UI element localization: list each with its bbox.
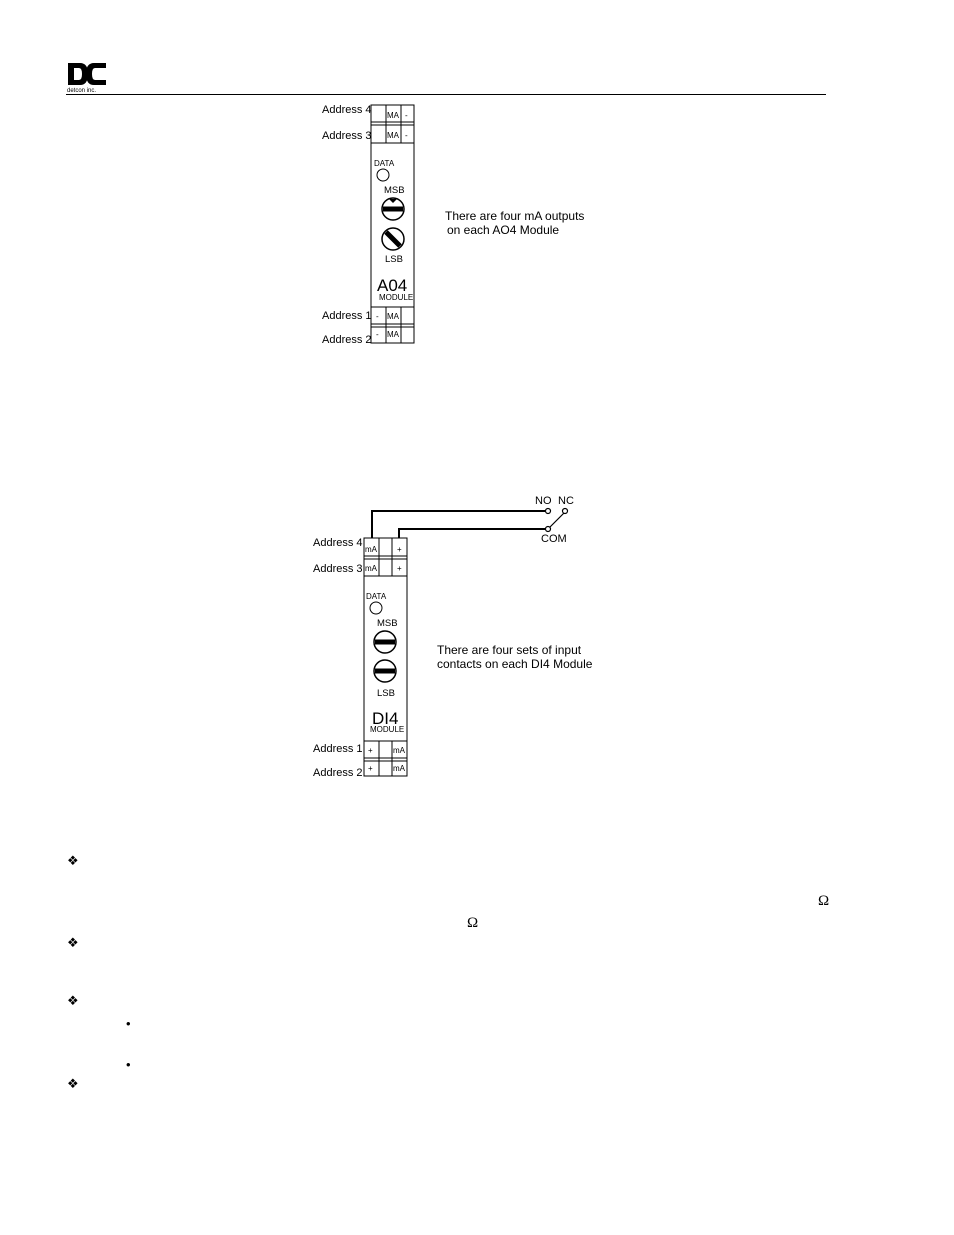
di4-terminal-ma-4: mA: [365, 545, 377, 554]
diamond-bullet-icon-3: ❖: [67, 993, 79, 1008]
di4-nc-label: NC: [558, 495, 574, 507]
di4-terminal-ma-1: mA: [393, 746, 405, 755]
ao4-terminal-ma-2: MA: [387, 330, 399, 339]
di4-note-line-2: contacts on each DI4 Module: [437, 657, 593, 671]
di4-data-label: DATA: [366, 592, 387, 601]
di4-terminal-plus-3: +: [397, 564, 402, 573]
ao4-address-2-label: Address 2: [322, 334, 372, 346]
omega-symbol-1: Ω: [818, 893, 830, 909]
ao4-module-diagram: [300, 98, 600, 348]
di4-note-line-1: There are four sets of input: [437, 643, 582, 657]
dot-bullet-icon-2: •: [126, 1057, 131, 1072]
dot-bullet-icon-1: •: [126, 1016, 131, 1031]
omega-symbol-2: Ω: [467, 915, 479, 931]
ao4-address-3-label: Address 3: [322, 130, 372, 142]
ao4-terminal-minus-3: -: [405, 131, 408, 140]
di4-relay-contact-wiring: [372, 509, 568, 539]
ao4-lsb-switch-icon: [382, 228, 404, 250]
diamond-bullet-icon-4: ❖: [67, 1076, 79, 1091]
ao4-terminal-ma-1: MA: [387, 312, 399, 321]
di4-lsb-label: LSB: [377, 688, 395, 699]
ao4-msb-label: MSB: [384, 185, 405, 196]
di4-address-2-label: Address 2: [313, 767, 363, 779]
di4-msb-label: MSB: [377, 618, 398, 629]
detcon-logo: [66, 61, 108, 93]
ao4-terminal-minus-2: -: [376, 330, 379, 339]
ao4-msb-switch-icon: [382, 198, 404, 220]
di4-terminal-ma-3: mA: [365, 564, 377, 573]
ao4-lsb-label: LSB: [385, 254, 403, 265]
di4-module-diagram: [300, 490, 600, 780]
di4-address-4-label: Address 4: [313, 537, 363, 549]
ao4-data-led-icon: [377, 169, 389, 181]
ao4-address-1-label: Address 1: [322, 310, 372, 322]
ao4-module-label: MODULE: [379, 293, 414, 302]
di4-no-label: NO: [535, 495, 552, 507]
di4-com-label: COM: [541, 533, 567, 545]
di4-terminal-plus-2: +: [368, 764, 373, 773]
diamond-bullet-icon-1: ❖: [67, 853, 79, 868]
ao4-note-line-2: on each AO4 Module: [447, 223, 560, 237]
di4-msb-switch-icon: [374, 631, 396, 653]
ao4-address-4-label: Address 4: [322, 104, 372, 116]
ao4-model-label: A04: [377, 276, 408, 295]
di4-terminal-plus-4: +: [397, 545, 402, 554]
logo-text: detcon inc.: [67, 88, 97, 93]
ao4-data-label: DATA: [374, 159, 395, 168]
di4-model-label: DI4: [372, 709, 399, 728]
di4-module-label: MODULE: [370, 725, 405, 734]
header-rule: [66, 94, 826, 95]
ao4-terminal-ma-3: MA: [387, 131, 399, 140]
di4-terminal-plus-1: +: [368, 746, 373, 755]
ao4-note-line-1: There are four mA outputs: [445, 209, 585, 223]
di4-module-body: [364, 538, 407, 776]
di4-lsb-switch-icon: [374, 660, 396, 682]
ao4-terminal-minus-1: -: [376, 312, 379, 321]
diamond-bullet-icon-2: ❖: [67, 935, 79, 950]
ao4-terminal-minus-4: -: [405, 111, 408, 120]
di4-address-3-label: Address 3: [313, 563, 363, 575]
di4-address-1-label: Address 1: [313, 743, 363, 755]
di4-terminal-ma-2: mA: [393, 764, 405, 773]
ao4-terminal-ma-4: MA: [387, 111, 399, 120]
di4-data-led-icon: [370, 602, 382, 614]
